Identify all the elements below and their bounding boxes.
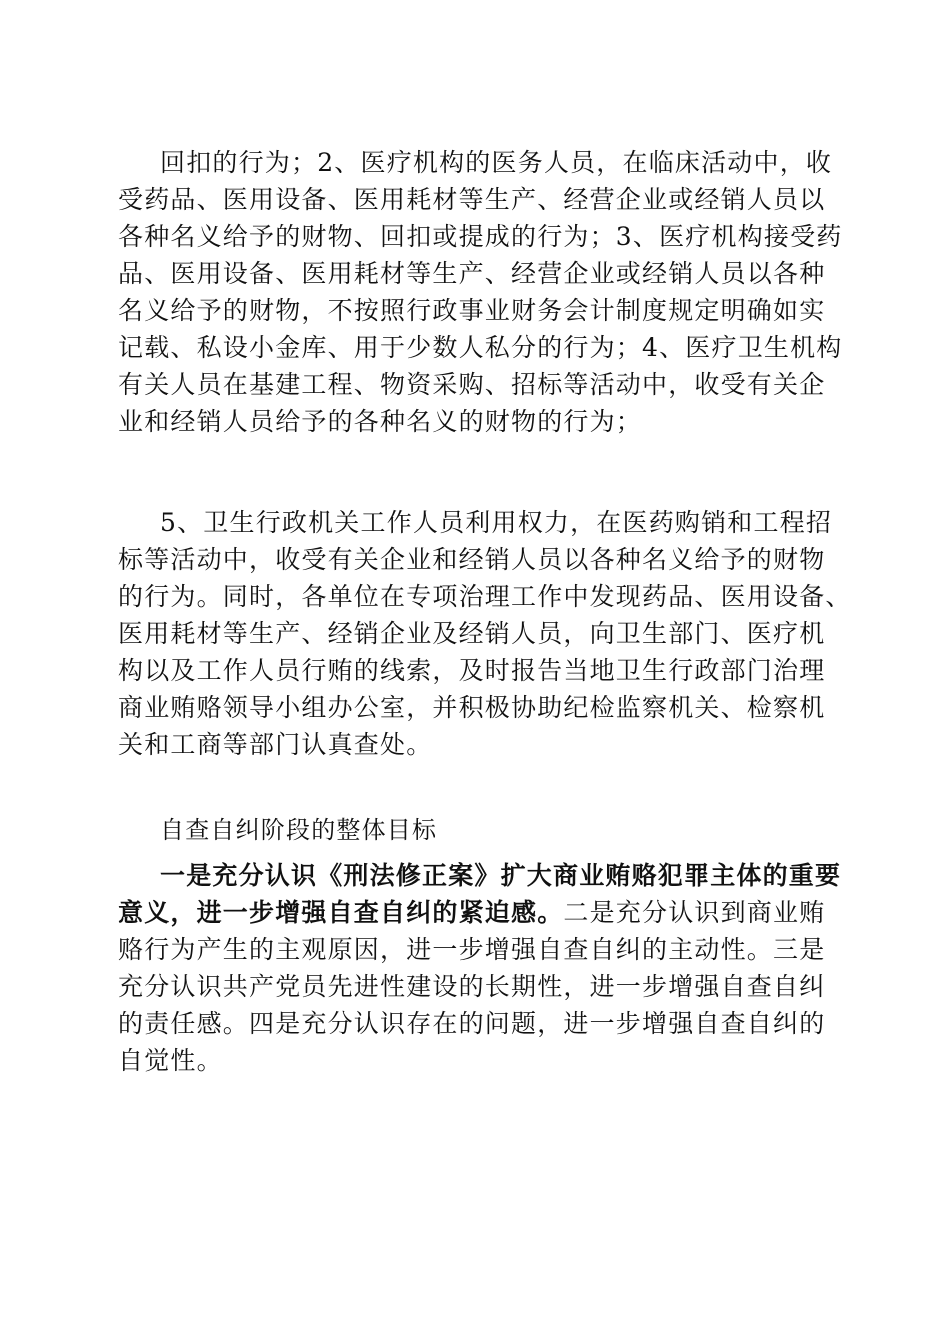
paragraph-3-line: 自觉性。 (118, 1046, 223, 1075)
section-heading: 自查自纠阶段的整体目标 (160, 816, 438, 844)
paragraph-3 (118, 857, 842, 1079)
paragraph-2-line: 的行为。同时，各单位在专项治理工作中发现药品、医用设备、 (118, 582, 852, 611)
paragraph-2 (118, 504, 852, 763)
paragraph-1-line: 品、医用设备、医用耗材等生产、经营企业或经销人员以各种 (118, 259, 826, 288)
paragraph-1-line: 业和经销人员给予的各种名义的财物的行为； (118, 407, 643, 436)
paragraph-2-line: 标等活动中，收受有关企业和经销人员以各种名义给予的财物 (118, 545, 826, 574)
paragraph-1-line: 受药品、医用设备、医用耗材等生产、经营企业或经销人员以 (118, 185, 826, 214)
paragraph-3-bold-fragment: 意义，进一步增强自查自纠的紧迫感。 (118, 898, 564, 927)
paragraph-1 (118, 144, 843, 440)
paragraph-3-bold-line: 一是充分认识《刑法修正案》扩大商业贿赂犯罪主体的重要 (160, 861, 842, 890)
paragraph-1-line: 各种名义给予的财物、回扣或提成的行为；3、医疗机构接受药 (118, 222, 843, 251)
paragraph-1-line: 记载、私设小金库、用于少数人私分的行为；4、医疗卫生机构 (118, 333, 843, 362)
paragraph-1-line: 有关人员在基建工程、物资采购、招标等活动中，收受有关企 (118, 370, 826, 399)
paragraph-2-line: 构以及工作人员行贿的线索，及时报告当地卫生行政部门治理 (118, 656, 826, 685)
paragraph-3-line: 的责任感。四是充分认识存在的问题，进一步增强自查自纠的 (118, 1009, 826, 1038)
paragraph-3-line-rest: 二是充分认识到商业贿 (563, 898, 826, 927)
paragraph-2-line: 医用耗材等生产、经销企业及经销人员，向卫生部门、医疗机 (118, 619, 826, 648)
paragraph-1-line: 回扣的行为；2、医疗机构的医务人员，在临床活动中，收 (160, 148, 833, 177)
paragraph-3-line (118, 894, 838, 931)
paragraph-2-line: 商业贿赂领导小组办公室，并积极协助纪检监察机关、检察机 (118, 693, 826, 722)
paragraph-3-line: 赂行为产生的主观原因，进一步增强自查自纠的主动性。三是 (118, 935, 826, 964)
paragraph-1-line: 名义给予的财物，不按照行政事业财务会计制度规定明确如实 (118, 296, 826, 325)
paragraph-3-line: 充分认识共产党员先进性建设的长期性，进一步增强自查自纠 (118, 972, 826, 1001)
paragraph-2-line: 关和工商等部门认真查处。 (118, 730, 433, 759)
paragraph-2-line: 5、卫生行政机关工作人员利用权力，在医药购销和工程招 (160, 508, 833, 537)
